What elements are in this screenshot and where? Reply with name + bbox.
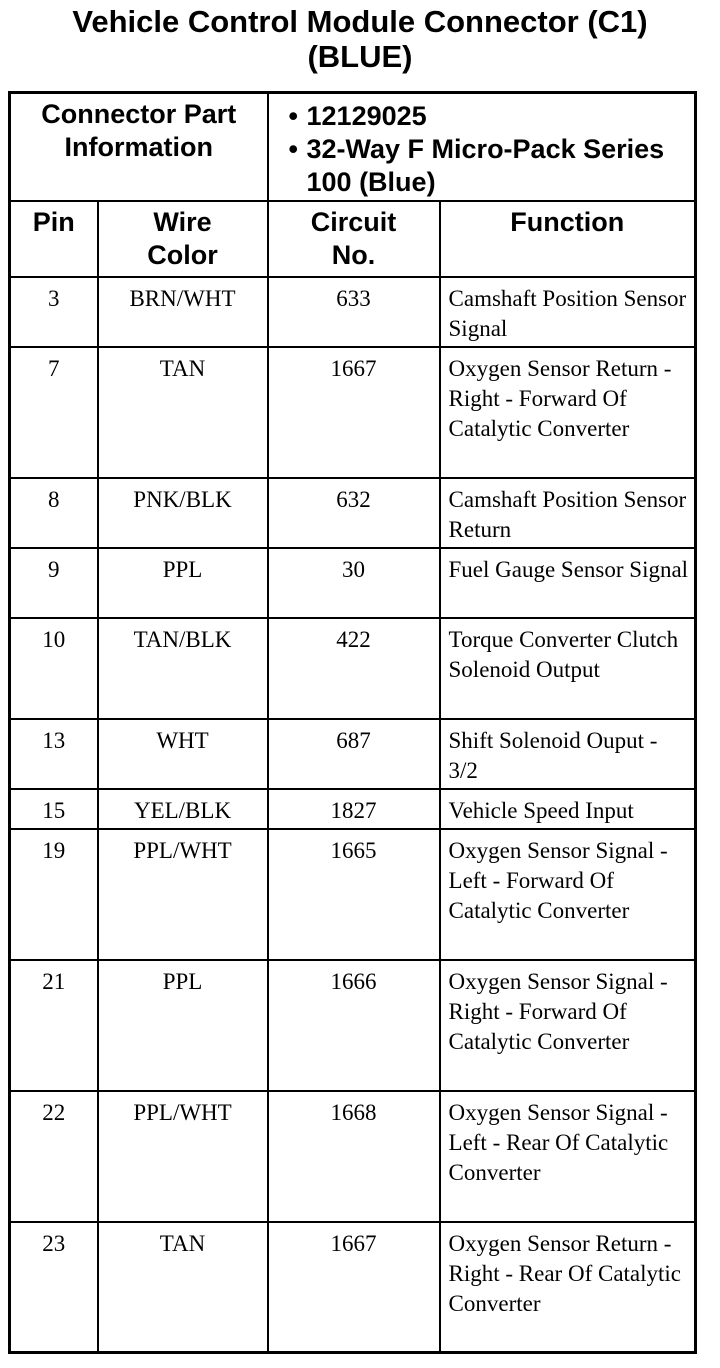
circuit-no-cell: 1827 — [268, 789, 440, 829]
bullet-icon: • — [288, 101, 298, 131]
pin-cell: 9 — [10, 548, 98, 618]
column-header-row — [10, 201, 696, 277]
pin-cell: 13 — [10, 719, 98, 789]
pin-cell: 23 — [10, 1222, 98, 1353]
column-header-function: Function — [440, 201, 696, 277]
pin-cell: 8 — [10, 478, 98, 548]
wire-color-cell: PPL — [98, 960, 268, 1091]
connector-info-row — [10, 93, 696, 201]
circuit-no-cell: 687 — [268, 719, 440, 789]
pin-cell: 3 — [10, 277, 98, 347]
circuit-no-cell: 30 — [268, 548, 440, 618]
table-row — [10, 719, 696, 789]
function-cell: Oxygen Sensor Signal - Right - Forward Of Catalytic Converter — [440, 960, 696, 1091]
wire-color-cell: PPL/WHT — [98, 1091, 268, 1222]
title-line-1: Vehicle Control Module Connector (C1) — [72, 4, 648, 39]
column-header-pin: Pin — [10, 201, 98, 277]
pin-cell: 19 — [10, 829, 98, 960]
wire-color-cell: TAN/BLK — [98, 618, 268, 719]
function-cell: Fuel Gauge Sensor Signal — [440, 548, 696, 618]
circuit-no-cell: 1666 — [268, 960, 440, 1091]
function-cell: Shift Solenoid Ouput - 3/2 — [440, 719, 696, 789]
connector-description: • 32-Way F Micro-Pack Series 100 (Blue) — [288, 134, 665, 197]
table-row — [10, 1091, 696, 1222]
function-cell: Torque Converter Clutch Solenoid Output — [440, 618, 696, 719]
table-row — [10, 478, 696, 548]
connector-table — [8, 91, 697, 1354]
page-title — [0, 4, 720, 74]
table-row — [10, 618, 696, 719]
pin-cell: 21 — [10, 960, 98, 1091]
circuit-no-cell: 1667 — [268, 347, 440, 478]
table-row — [10, 347, 696, 478]
function-cell: Camshaft Position Sensor Signal — [440, 277, 696, 347]
table-row — [10, 829, 696, 960]
function-cell: Vehicle Speed Input — [440, 789, 696, 829]
circuit-no-cell: 422 — [268, 618, 440, 719]
circuit-no-cell: 1665 — [268, 829, 440, 960]
table-row — [10, 960, 696, 1091]
column-header-wire-color: Wire Color — [98, 201, 268, 277]
wire-color-cell: BRN/WHT — [98, 277, 268, 347]
column-header-circuit-no: Circuit No. — [268, 201, 440, 277]
function-cell: Camshaft Position Sensor Return — [440, 478, 696, 548]
pin-cell: 15 — [10, 789, 98, 829]
pin-cell: 7 — [10, 347, 98, 478]
wire-color-cell: PPL — [98, 548, 268, 618]
function-cell: Oxygen Sensor Signal - Left - Forward Of Catalytic Converter — [440, 829, 696, 960]
function-cell: Oxygen Sensor Return - Right - Forward Of Catalytic Converter — [440, 347, 696, 478]
wire-color-cell: TAN — [98, 347, 268, 478]
table-row — [10, 1222, 696, 1353]
connector-part-info-values — [268, 93, 696, 201]
wire-color-cell: YEL/BLK — [98, 789, 268, 829]
table-row — [10, 277, 696, 347]
table-row — [10, 548, 696, 618]
circuit-no-cell: 1668 — [268, 1091, 440, 1222]
table-row — [10, 789, 696, 829]
circuit-no-cell: 633 — [268, 277, 440, 347]
function-cell: Oxygen Sensor Signal - Left - Rear Of Catalytic Converter — [440, 1091, 696, 1222]
wire-color-cell: TAN — [98, 1222, 268, 1353]
wire-color-cell: PPL/WHT — [98, 829, 268, 960]
bullet-icon: • — [288, 134, 298, 164]
part-info-list — [269, 98, 695, 199]
connector-part-info-label: Connector Part Information — [10, 93, 268, 201]
part-number: • 12129025 — [288, 101, 427, 131]
function-cell: Oxygen Sensor Return - Right - Rear Of Catalytic Converter — [440, 1222, 696, 1353]
pin-cell: 22 — [10, 1091, 98, 1222]
circuit-no-cell: 632 — [268, 478, 440, 548]
wire-color-cell: WHT — [98, 719, 268, 789]
title-line-2: (BLUE) — [307, 39, 413, 74]
pin-cell: 10 — [10, 618, 98, 719]
circuit-no-cell: 1667 — [268, 1222, 440, 1353]
wire-color-cell: PNK/BLK — [98, 478, 268, 548]
